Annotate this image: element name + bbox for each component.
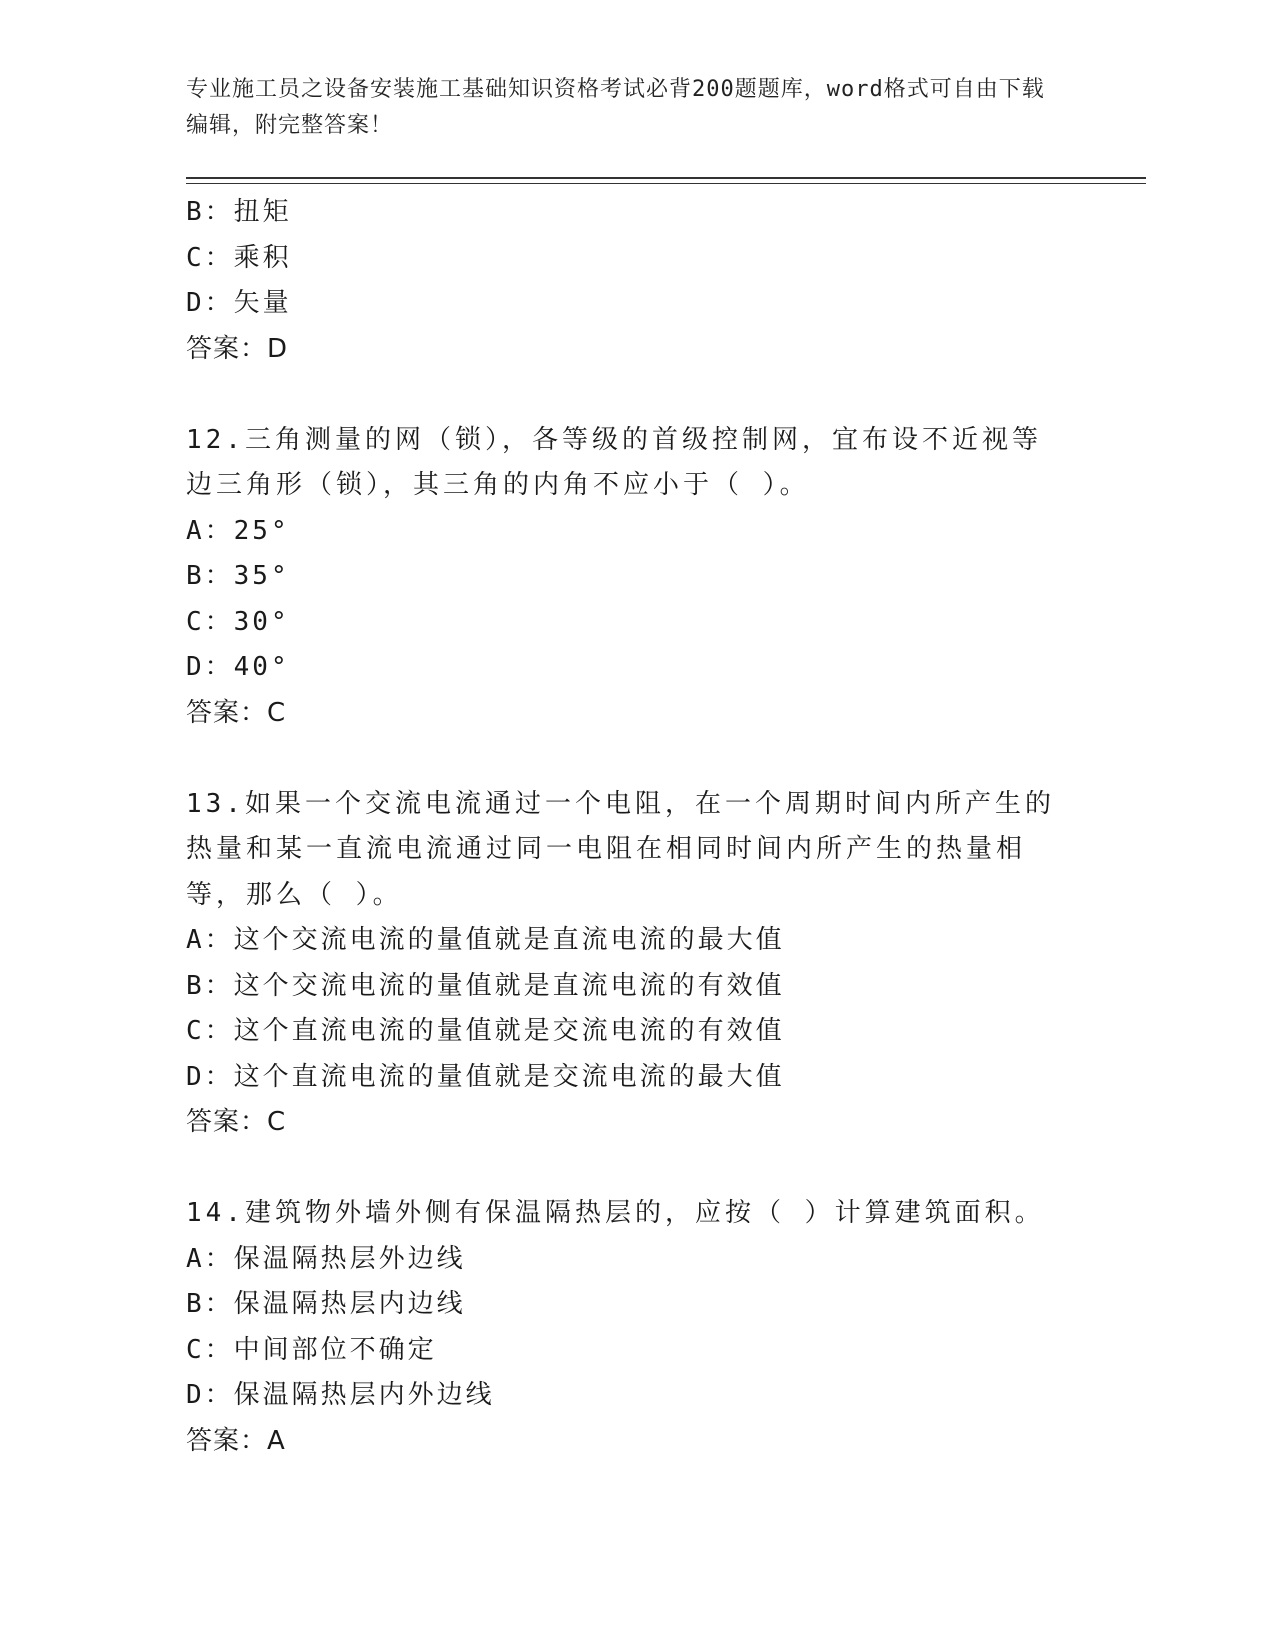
answer-line: 答案：C [186,697,287,728]
option-a: A：25° [186,515,290,546]
answer-line: 答案：D [186,333,289,364]
option-d: D：40° [186,652,290,682]
header-rule-thin [186,183,1146,184]
option-a: A：保温隔热层外边线 [186,1243,466,1274]
option-c: C：这个直流电流的量值就是交流电流的有效值 [186,1016,785,1046]
answer-line: 答案：A [186,1425,286,1456]
option-b: B：这个交流电流的量值就是直流电流的有效值 [186,970,785,1001]
option-c: C：30° [186,606,290,637]
option-b: B：35° [186,561,290,591]
question-11-continued [186,190,1146,372]
document-header: 专业施工员之设备安装施工基础知识资格考试必背200题题库，word格式可自由下载编辑，附完整答案！ [186,77,1045,138]
option-d: D：保温隔热层内外边线 [186,1380,495,1410]
spacer [186,736,1146,782]
option-b: B：扭矩 [186,197,292,227]
question-13 [186,782,1146,1146]
question-stem: 14.建筑物外墙外侧有保温隔热层的，应按（ ）计算建筑面积。 [186,1198,1045,1228]
question-14 [186,1191,1146,1464]
spacer [186,372,1146,418]
question-list [186,190,1146,1464]
option-a: A：这个交流电流的量值就是直流电流的最大值 [186,925,785,955]
header-rule-thick [186,177,1146,179]
option-b: B：保温隔热层内边线 [186,1289,466,1319]
option-c: C：乘积 [186,242,292,273]
answer-line: 答案：C [186,1107,287,1137]
question-stem: 13.如果一个交流电流通过一个电阻，在一个周期时间内所产生的热量和某一直流电流通过同一电阻在相同时间内所产生的热量相等，那么（ ）。 [186,788,1055,910]
question-12 [186,418,1146,737]
option-c: C：中间部位不确定 [186,1334,437,1365]
option-d: D：这个直流电流的量值就是交流电流的最大值 [186,1061,785,1092]
option-d: D：矢量 [186,288,292,318]
spacer [186,1146,1146,1192]
question-stem: 12.三角测量的网（锁），各等级的首级控制网，宜布设不近视等边三角形（锁），其三角的内角不应小于（ ）。 [186,424,1042,500]
